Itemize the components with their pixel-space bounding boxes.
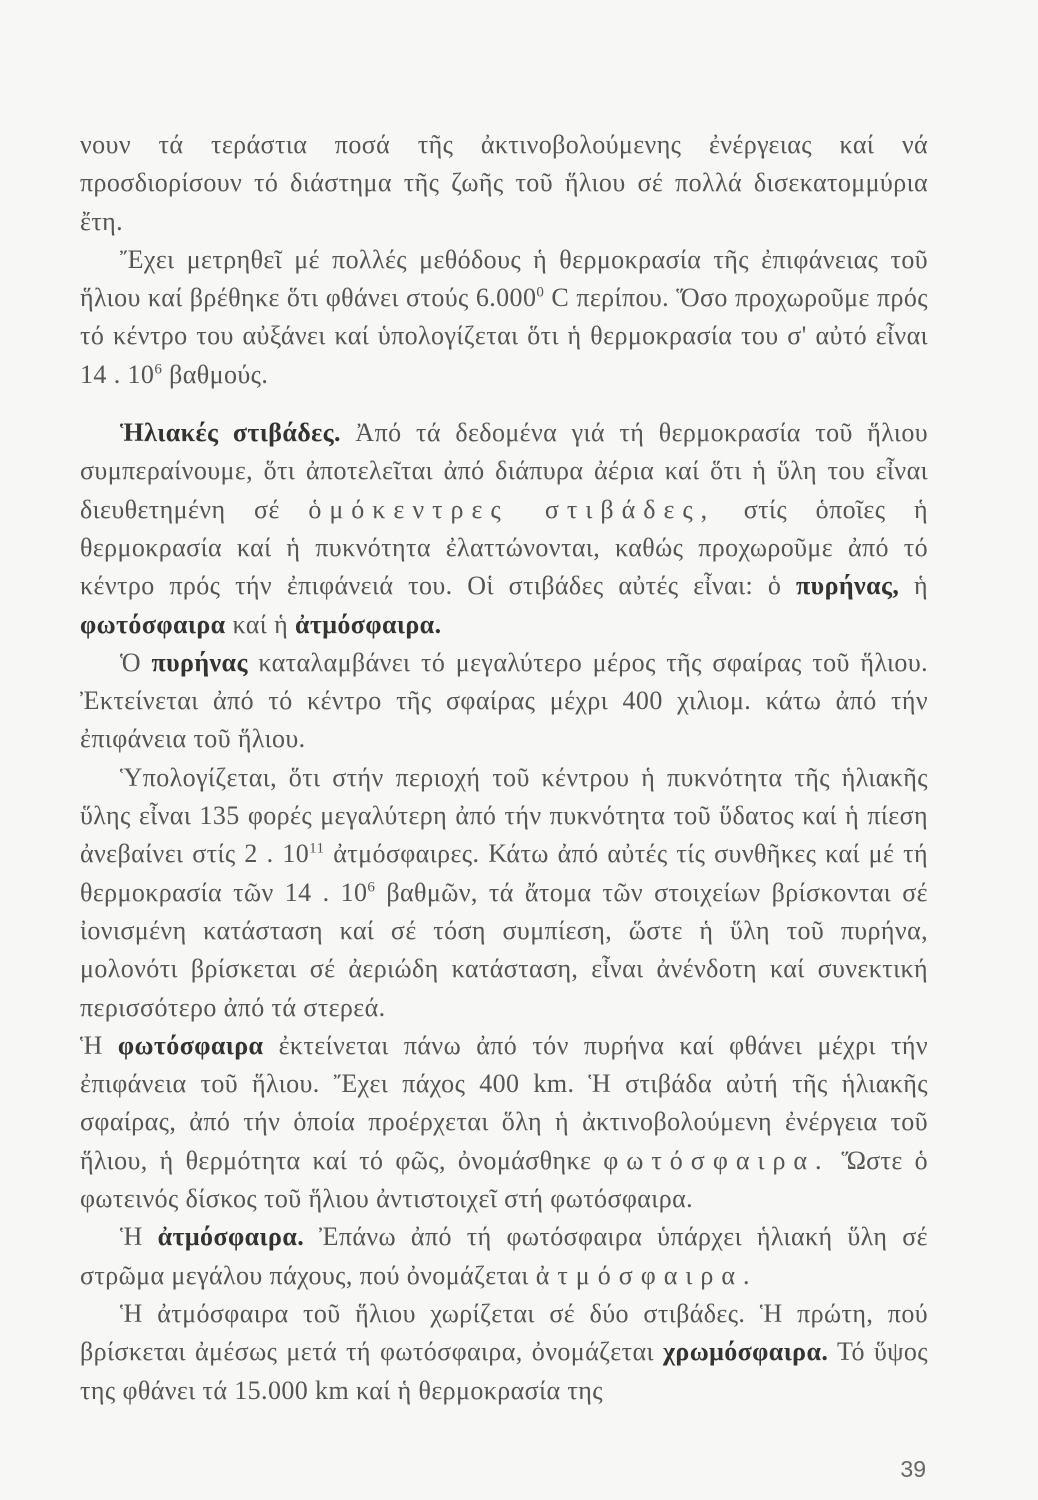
text-run: Ἀπό τά δεδομένα γιά τή θερμοκρασία τοῦ ἥλιου συμπεραίνουμε, ὅτι ἀποτελεῖται ἀπό διάπυρα ἀέρια καί ὅτι ἡ ὕλη του εἶναι διευθετημένη σέ [80,418,928,524]
exponent-superscript: 11 [309,840,325,857]
paragraph-solar-layers [80,414,928,644]
text-run: Ἐπάνω ἀπό τή φωτόσφαιρα ὑπάρχει ἡλιακή ὕλη σέ στρῶμα μεγάλου πάχους, πού ὀνομάζεται [80,1222,928,1290]
text-run: Ἡ ἀτμόσφαιρα τοῦ ἥλιου χωρίζεται σέ δύο στιβάδες. Ἡ πρώτη, πού βρίσκεται ἀμέσως μετά τή φωτόσφαιρα, ὀνομάζεται [80,1298,928,1367]
text-run: ἡ [899,571,928,601]
section-heading: Ἡλιακές στιβάδες. [120,418,341,448]
paragraph-density [80,759,928,1027]
exponent-superscript: 6 [154,361,163,378]
text-run: βαθμῶν, τά ἄτομα τῶν στοιχείων βρίσκονται σέ ἰονισμένη κατάσταση καί σέ τόση συμπίεση, ὥστε ἡ ὕλη τοῦ πυρήνα, μολονότι βρίσκεται σέ ἀεριώδη κατάσταση, εἶναι ἀνένδοτη καί συνεκτική περισσότερο ἀπό τά στερεά. [80,877,928,1022]
spaced-term: φωτόσφαιρα. [603,1145,830,1175]
spaced-term: ἀτμόσφαιρα. [535,1260,758,1290]
text-run: Ἡ [120,1222,158,1252]
bold-term: φωτόσφαιρα [80,609,226,639]
text-run: Ἔχει μετρηθεῖ μέ πολλές μεθόδους ἡ θερμοκρασία τῆς ἐπιφάνειας τοῦ ἥλιου καί βρέθηκε ὅτι φθάνει στούς 6.000 [80,244,928,313]
paragraph-atmosphere [80,1218,928,1295]
paragraph-photosphere [80,1027,928,1218]
text-run: Ὁ [120,647,152,677]
paragraph-core [80,644,928,759]
paragraph-chromosphere [80,1295,928,1410]
text-run: C περίπου. Ὅσο προχωροῦμε πρός τό κέντρο του αὐξάνει καί ὑπολογίζεται ὅτι ἡ θερμοκρασία του σ' αὐτό εἶναι 14 . 10 [80,283,929,389]
text-run: ἀτμόσφαιρες. Κάτω ἀπό αὐτές τίς συνθῆκες καί μέ τή θερμοκρασία τῶν 14 . 10 [80,839,929,907]
bold-term: ἀτμόσφαιρα. [157,1222,305,1252]
bold-term: πυρήνας [151,647,248,677]
bold-term: ἀτμόσφαιρα. [294,609,442,639]
text-run: Ἡ [80,1030,118,1060]
text-run: ἐκτείνεται πάνω ἀπό τόν πυρήνα καί φθάνει μέχρι τήν ἐπιφάνεια τοῦ ἥλιου. Ἔχει πάχος 400 km. Ἡ στιβάδα αὐτή τῆς ἡλιακῆς σφαίρας, ἀπό τήν ὁποία προέρχεται ὅλη ἡ ἀκτινοβολούμενη ἐνέργεια τοῦ ἥλιου, ἡ θερμότητα καί τό φῶς, ὀνομάσθηκε [80,1030,928,1175]
paragraph-temperature [80,241,928,394]
spaced-term: ὁμόκεντρες στιβάδες, [308,494,716,524]
bold-term: φωτόσφαιρα [117,1030,264,1060]
text-run: νουν τά τεράστια ποσά τῆς ἀκτινοβολούμενης ἐνέργειας καί νά προσδιορίσουν τό διάστημα τῆς ζωῆς τοῦ ἥλιου σέ πολλά δισεκατομμύρια ἔτη. [80,130,928,236]
text-run: Τό ὕψος της φθάνει τά 15.000 km καί ἡ θερμοκρασία της [80,1337,928,1405]
text-run: καταλαμβάνει τό μεγαλύτερο μέρος τῆς σφαίρας τοῦ ἥλιου. Ἐκτείνεται ἀπό τό κέντρο τῆς σφαίρας μέχρι 400 χιλιομ. κάτω ἀπό τήν ἐπιφάνεια τοῦ ἥλιου. [80,647,928,754]
text-run: Ὑπολογίζεται, ὅτι στήν περιοχή τοῦ κέντρου ἡ πυκνότητα τῆς ἡλιακῆς ὕλης εἶναι 135 φορές μεγαλύτερη ἀπό τήν πυκνότητα τοῦ ὕδατος καί ἡ πίεση ἀνεβαίνει στίς 2 . 10 [80,762,928,869]
bold-term: πυρήνας, [796,571,900,601]
text-run: στίς ὁποῖες ἡ θερμοκρασία καί ἡ πυκνότητα ἐλαττώνονται, καθώς προχωροῦμε ἀπό τό κέντρο πρός τήν ἐπιφάνειά του. Οἱ στιβάδες αὐτές εἶναι: ὁ [80,494,928,601]
text-run: καί ἡ [225,609,295,639]
page-number: 39 [900,1456,926,1482]
degree-superscript: 0 [536,284,545,301]
text-run: Ὥστε ὁ φωτεινός δίσκος τοῦ ἥλιου ἀντιστοιχεῖ στή φωτόσφαιρα. [80,1145,929,1214]
bold-term: χρωμόσφαιρα. [662,1337,829,1367]
paragraph-intro [80,126,928,241]
exponent-superscript: 6 [367,878,376,895]
page-body [80,126,928,1410]
text-run: βαθμούς. [162,359,269,389]
